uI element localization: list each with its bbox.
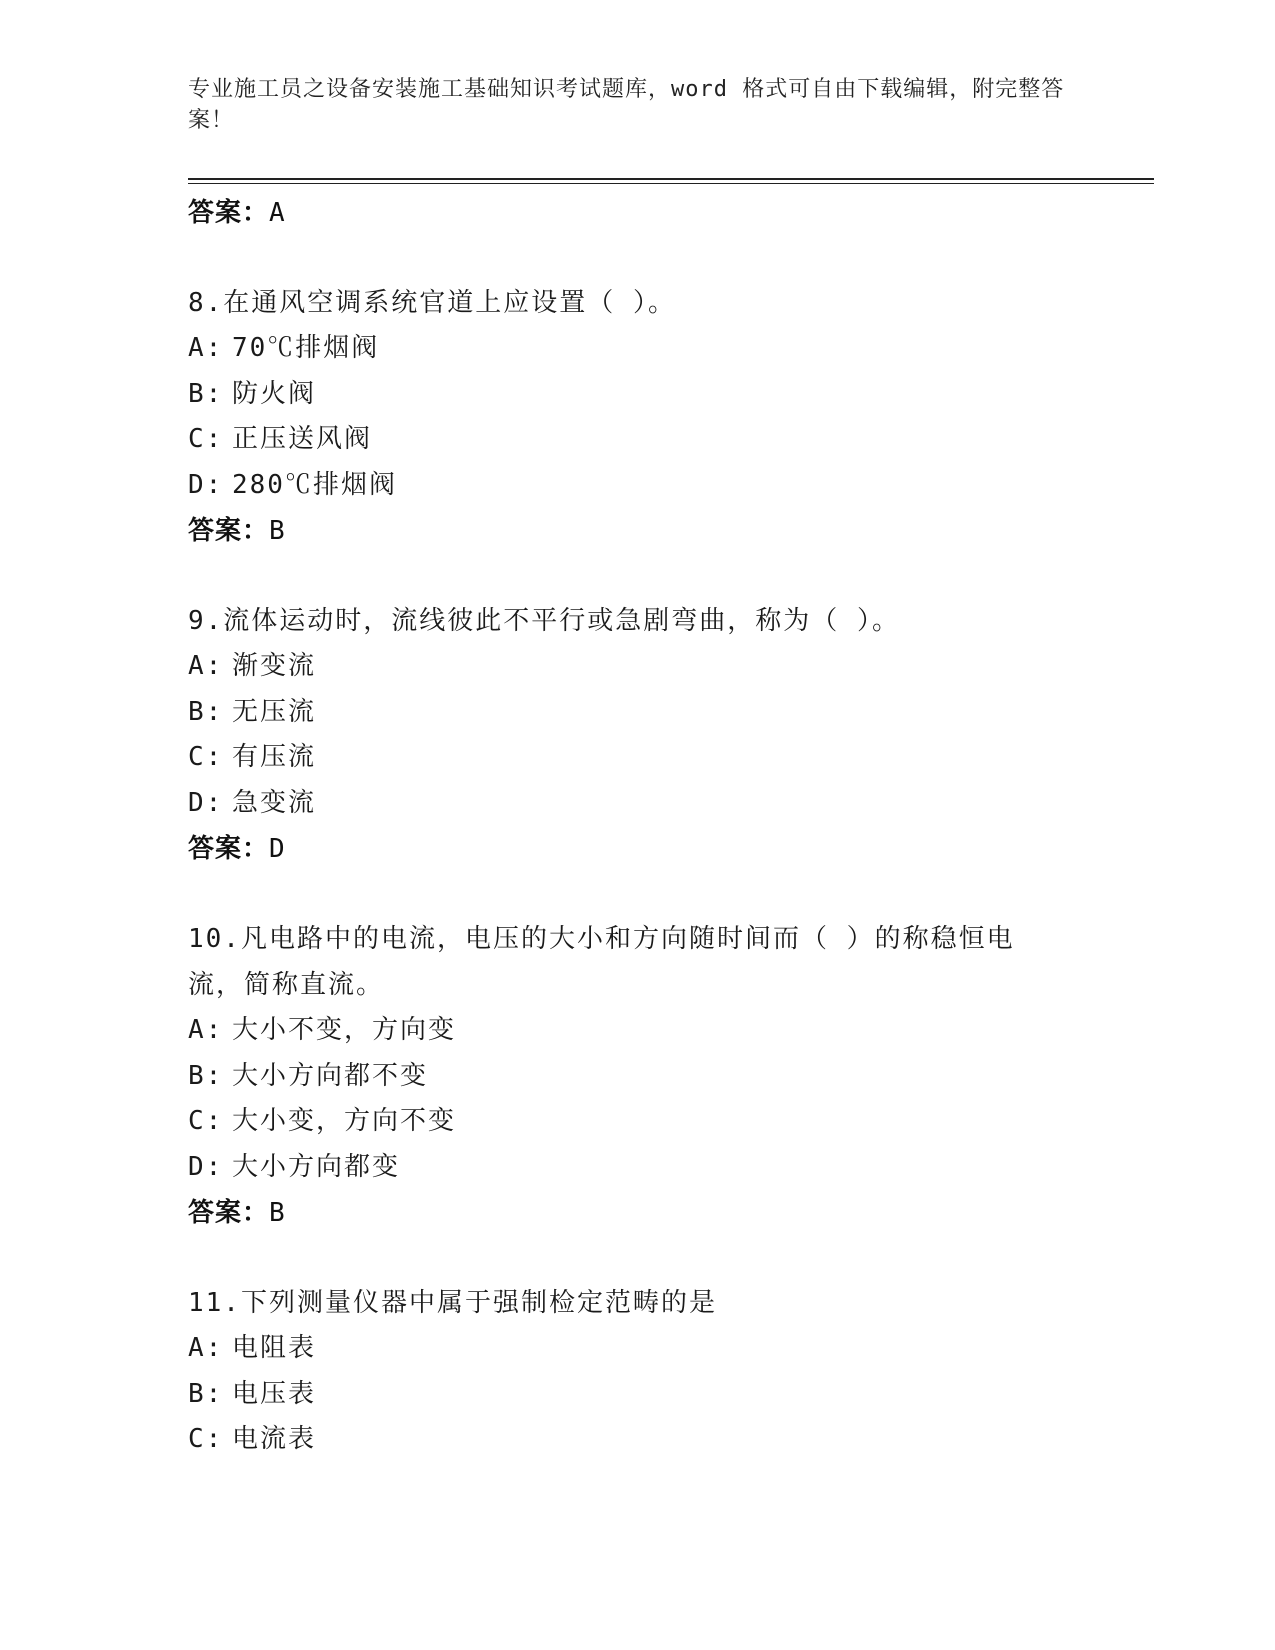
option-key: B: [188,378,224,409]
option-row [188,1372,1068,1418]
question-spacer [188,872,1068,916]
option-key: C: [188,1424,224,1454]
option-key: C: [188,1106,224,1136]
option-key: A: [188,1333,224,1363]
question-stem: 10.凡电路中的电流，电压的大小和方向随时间而（ ）的称稳恒电流，简称直流。 [188,924,1015,1000]
option-text: 大小变，方向不变 [232,1106,457,1136]
header-divider-thick [188,178,1154,180]
option-text: 无压流 [232,696,317,727]
option-text: 有压流 [232,742,317,772]
option-row [188,1417,1068,1463]
answer-value: B [269,1198,286,1228]
option-key: A: [188,1015,224,1045]
option-row [188,1054,1068,1100]
answer-label: 答案： [188,834,270,864]
answer-line [188,190,1068,236]
option-text: 70℃排烟阀 [232,333,380,363]
answer-value: A [269,198,286,228]
option-key: D: [188,787,224,818]
question-spacer [188,1236,1068,1280]
option-row [188,735,1068,781]
option-text: 大小方向都不变 [232,1060,429,1091]
option-key: D: [188,469,224,500]
option-text: 280℃排烟阀 [232,469,397,500]
option-key: C: [188,742,224,772]
option-row [188,326,1068,372]
option-text: 急变流 [232,787,317,818]
option-row [188,1008,1068,1054]
document-header: 专业施工员之设备安装施工基础知识考试题库，word 格式可自由下载编辑，附完整答案！ [188,77,1065,133]
answer-label: 答案： [188,516,270,546]
option-row [188,1326,1068,1372]
question-spacer [188,236,1068,280]
question-block [188,916,1068,1236]
option-key: B: [188,696,224,727]
answer-line [188,826,1068,872]
option-row [188,1099,1068,1145]
option-text: 防火阀 [232,378,317,409]
question-list [188,190,1068,1463]
option-text: 大小不变，方向变 [232,1015,457,1045]
question-block [188,280,1068,554]
answer-label: 答案： [188,1198,270,1228]
option-key: A: [188,651,224,681]
question-block [188,1280,1068,1463]
option-row [188,644,1068,690]
question-spacer [188,554,1068,598]
option-text: 正压送风阀 [232,424,373,454]
option-row [188,690,1068,736]
option-row [188,417,1068,463]
option-key: C: [188,424,224,454]
header-divider-thin [188,183,1154,184]
answer-label: 答案： [188,198,270,228]
question-stem: 9.流体运动时，流线彼此不平行或急剧弯曲，称为（ ）。 [188,606,900,636]
option-text: 渐变流 [232,651,317,681]
option-row [188,372,1068,418]
answer-line [188,508,1068,554]
option-row [188,1145,1068,1191]
option-text: 电压表 [232,1378,317,1409]
question-stem: 8.在通风空调系统官道上应设置（ ）。 [188,288,676,318]
answer-value: D [269,834,286,864]
option-text: 电流表 [232,1424,317,1454]
option-key: B: [188,1060,224,1091]
option-text: 大小方向都变 [232,1151,401,1182]
question-stem: 11.下列测量仪器中属于强制检定范畴的是 [188,1288,717,1318]
answer-line [188,1190,1068,1236]
question-block [188,598,1068,872]
option-row [188,463,1068,509]
option-key: B: [188,1378,224,1409]
option-key: D: [188,1151,224,1182]
answer-value: B [269,516,286,546]
option-row [188,781,1068,827]
option-key: A: [188,333,224,363]
option-text: 电阻表 [232,1333,317,1363]
